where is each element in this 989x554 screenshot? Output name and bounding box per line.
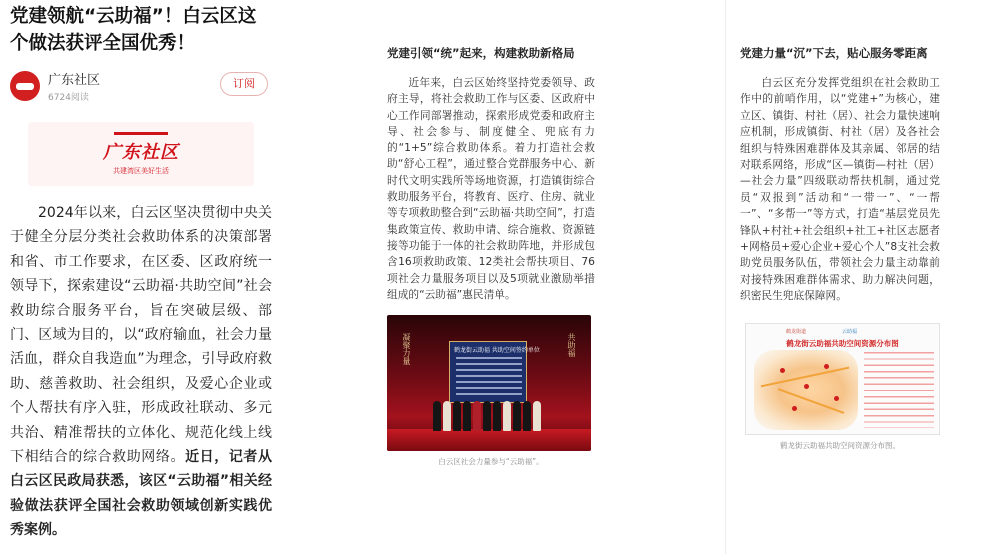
stage-floor: [387, 429, 591, 451]
stage-screen-title: 鹤龙街云助福 共助空间签约单位: [454, 347, 540, 355]
section1-body: 近年来，白云区始终坚持党委领导、政府主导，将社会救助工作与区委、区政府中心工作同部署推动，探索形成党委和政府主导、社会参与、制度健全、兜底有力的“1+5”综合救助体系。着力打造社会救助“舒心工程”，通过整合党群服务中心、新时代文明实践所等场地资源，打造镇街综合救助服务平台，将教育、医疗、住房、就业等专项救助整合到“云助福·共助空间”，打造集政策宣传、救助申请、综合施救、资源链接等功能于一体的社会救助阵地，并形成包含16项救助政策、12类社会帮扶项目、76项社会力量服务项目以及5项就业激励举措组成的“云助福”惠民清单。: [387, 76, 595, 301]
person: [493, 401, 501, 431]
map-caption: 鹤龙街云助福共助空间资源分布图。: [780, 440, 900, 450]
resource-map-image[interactable]: [745, 323, 940, 435]
section2-heading: 党建力量“沉”下去，贴心服务零距离: [740, 46, 928, 60]
person: [443, 401, 451, 431]
stage-screen: [449, 341, 540, 403]
intro-paragraph: [10, 201, 272, 543]
article-column-main: [0, 0, 282, 554]
subscribe-button[interactable]: 订阅: [220, 72, 268, 96]
photo-right-sign: 共助福: [567, 333, 576, 358]
person: [433, 401, 441, 431]
person: [523, 401, 531, 431]
photo-caption: 白云区社会力量参与“云助福”。: [438, 457, 544, 467]
article-title: 党建领航“云助福”！白云区这个做法获评全国优秀！: [10, 6, 257, 54]
event-photo[interactable]: [387, 315, 591, 451]
banner-slogan: 共建湾区美好生活: [113, 167, 169, 175]
section2-body: 白云区充分发挥党组织在社会救助工作中的前哨作用，以“党建+”为核心，建立区、镇街、村社（居）、社会力量快速响应机制，形成镇街、村社（居）及各社会组织与特殊困难群体及其亲属、邻居的结对联系网络，形成“区—镇街—村社（居）—社会力量”四级联动帮扶机制，通过党员“双报到”活动和“一带一”、“一帮一”、“多帮一”等方式，打造“基层党员先锋队+村社+社会组织+社工+社区志愿者+网格员+爱心企业+爱心个人”8支社会救助党员服务队伍，带领社会力量主动靠前对接特殊困难群体需求、助力解决问题，织密民生兜底保障网。: [740, 76, 940, 303]
map-location-pin-icon: [834, 396, 839, 401]
author-row: [10, 69, 272, 103]
group-of-people: [433, 397, 545, 431]
banner-logo: 广东社区: [103, 142, 179, 163]
brand-banner: [28, 122, 254, 186]
intro-text: 2024年以来，白云区坚决贯彻中央关于健全分层分类社会救助体系的决策部署和省、市工作要求，在区委、区政府统一领导下，探索建设“云助福·共助空间”社会救助综合服务平台，旨在突破层级、部门、区域为目的，以“政府输血，社会力量活血，群众自我造血”为理念，引导政府救助、慈善救助、社会组织，及爱心企业或个人帮扶有序入驻，形成政社联动、多元共治、精准帮扶的立体化、规范化线上线下相结合的综合救助网络。: [10, 205, 272, 466]
map-location-pin-icon: [824, 364, 829, 369]
person: [473, 401, 481, 431]
map-logo-a: 鹤龙街道: [786, 328, 807, 335]
map-logo-b: 云助福: [842, 328, 858, 335]
section1-heading: 党建引领“统”起来，构建救助新格局: [387, 46, 575, 60]
section-service: [740, 0, 940, 451]
map-area: [754, 350, 858, 430]
person: [503, 401, 511, 431]
person: [453, 401, 461, 431]
logo-roof-icon: [114, 132, 168, 137]
person: [483, 401, 491, 431]
section-party-leadership: [387, 0, 595, 467]
author-meta: [48, 69, 100, 103]
person: [533, 401, 541, 431]
person: [463, 401, 471, 431]
author-name[interactable]: 广东社区: [48, 73, 101, 88]
author-avatar[interactable]: [10, 71, 40, 101]
map-location-pin-icon: [792, 406, 797, 411]
intro-highlight: 近日，记者从白云区民政局获悉，该区“云助福”相关经验做法获评全国社会救助领域创新实践优秀案例。: [10, 449, 273, 539]
map-location-pin-icon: [780, 368, 785, 373]
photo-left-sign: 凝聚力量: [402, 333, 411, 366]
map-location-pin-icon: [804, 384, 809, 389]
column-divider: [725, 0, 726, 554]
person: [513, 401, 521, 431]
stage-screen-list: [456, 357, 522, 397]
map-legend: [864, 352, 934, 428]
map-title: 鹤龙街云助福共助空间资源分布图: [786, 338, 899, 348]
view-count: 6724阅读: [48, 93, 89, 103]
